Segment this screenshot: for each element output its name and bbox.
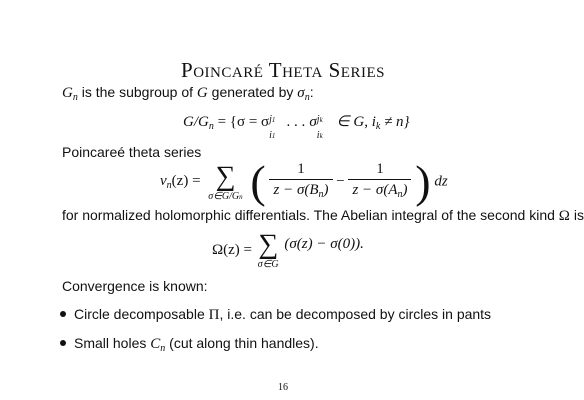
theta-series-equation: $v_n(z)$ = ∑ σ∈G/Gn ( $\frac{1}{z - \sigma(B_n)}$ − $\frac{1}{z - \sigma(A_n)}$ ) dz [160, 156, 448, 207]
slide-title: Poincaré Theta Series [181, 58, 385, 82]
bullet-icon [60, 340, 66, 346]
bullet-item: Circle decomposable Π, i.e. can be decomposed by circles in pants [60, 306, 491, 324]
page-number: 16 [278, 382, 288, 393]
bullet-icon [60, 311, 66, 317]
abelian-integral-equation: Ω(z) = ∑ σ∈G (σ(z) − σ(0)). [212, 229, 364, 270]
abelian-integral-text: for normalized holomorphic differentials. The Abelian integral of the second kind Ω is [62, 207, 584, 224]
convergence-label: Convergence is known: [62, 278, 208, 294]
sum-symbol: ∑ σ∈G [257, 229, 279, 270]
subgroup-definition-text: $G_n$ is the subgroup of G generated by $\sigma_n$: [62, 84, 314, 103]
fraction-b: $\frac{1}{z - \sigma(B_n)}$ [269, 159, 332, 205]
theta-series-label: Poincareé theta series [62, 144, 202, 160]
bullet-item: Small holes $C_n$ (cut along thin handles). [60, 335, 319, 354]
sum-symbol: ∑ σ∈G/Gn [208, 160, 243, 202]
coset-equation: $G/G_n = \{\sigma = \sigma$ j1 i1 . . . σ jk ik ∈ G, $i_k \ne n$} [183, 114, 410, 141]
fraction-a: $\frac{1}{z - \sigma(A_n)}$ [348, 159, 411, 205]
